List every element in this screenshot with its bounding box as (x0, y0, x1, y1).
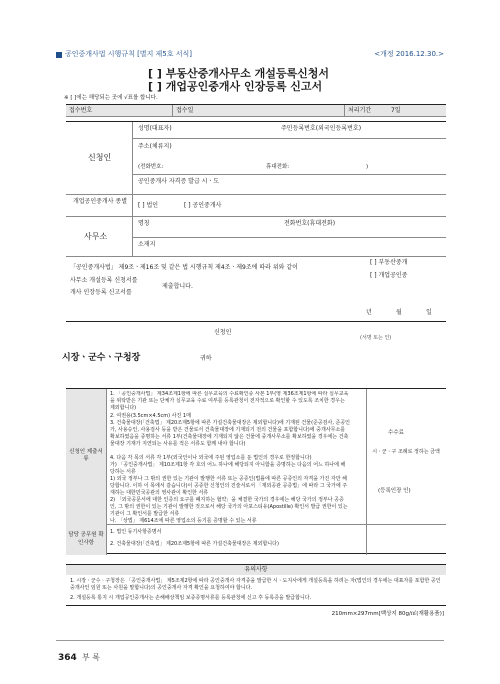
statement-line-1: 「공인중개사법」 제9조ㆍ제16조 및 같은 법 시행규칙 제4조ㆍ제9조에 따라 위와 같이 (70, 264, 298, 271)
official-check-label: 담당 공무원 확인사항 (68, 532, 104, 546)
document-item-4a2: 2) 「외국공문서에 대한 인증의 요구를 폐지하는 협약」을 체결한 국가의 경우에는 해당 국가의 정부나 공증인, 그 밖의 권한이 있는 기관이 발행한 것으로서 해당 국가의 아포스티유(Apostille) 확인서 발급 권한이 있는 기관이 그 확인서를 발급한 서류 (110, 497, 348, 517)
form-reference: 공인중개사법 시행규칙 [별지 제5호 서식] (65, 50, 193, 58)
signature-hint: (서명 또는 인) (360, 335, 392, 341)
license-issuer-label: 공인중개사 자격증 발급 시ㆍ도 (138, 178, 220, 185)
recipient: 시장ㆍ군수ㆍ구청장 (62, 353, 141, 363)
processing-period-label: 처리기간 (348, 107, 372, 114)
document-item-1: 1. 「공인중개사법」 제34조제1항에 따른 실무교육의 수료확인증 사본 1부(영 제36조제1항에 따라 실무교육을 위탁받은 기관 또는 단체가 실무교육 수료 여부를 등록관청이 전자적으로 확인할 수 있도록 조치한 경우는 제외합니다) (110, 391, 349, 411)
title-checkbox-2[interactable]: [ ] (148, 80, 162, 93)
official-item-2: 2. 건축물대장(「건축법」 제20조제5항에 따른 가설건축물대장은 제외합니다) (110, 541, 279, 547)
applicant-signature-label: 신청인 (214, 329, 232, 336)
statement-submit: 제출합니다. (162, 283, 193, 290)
notes-box (66, 564, 446, 606)
broker-type-corporation-checkbox[interactable]: [ ] (138, 202, 145, 209)
statement-option-1[interactable]: [ ] 부동산중개 (370, 259, 408, 266)
document-item-4: 4. 다음 각 목의 서류 각 1부(외국인이나 외국에 주된 영업소를 둔 법인의 경우로 한정합니다) (110, 455, 312, 461)
broker-type-corporation: 법인 (146, 202, 159, 209)
footer-rule (56, 640, 444, 641)
applicant-docs-row (66, 389, 446, 525)
receipt-row (66, 105, 446, 117)
document-item-4b: 나. 「상법」 제614조에 따른 영업소의 등기를 증명할 수 있는 서류 (110, 518, 257, 523)
revision-date: <개정 2016.12.30.> (374, 50, 444, 58)
check-note: ※ [ ]에는 해당되는 곳에 √표를 합니다. (64, 95, 158, 101)
mobile-label: 휴대전화: (266, 164, 290, 170)
official-item-1: 1. 법인 등기사항증명서 (110, 529, 162, 535)
statement-option-2[interactable]: [ ] 개업공인중 (370, 272, 408, 279)
office-phone-label: 전화번호(휴대전화) (284, 220, 336, 227)
note-item-1: 1. 시장ㆍ군수ㆍ구청장은 「공인중개사법」 제5조제2항에 따라 공인중개사 자격증을 발급한 시ㆍ도지사에게 개설등록을 하려는 자(법인의 경우에는 대표자를 포함한 공인중개사인 임원 또는 사원을 말합니다)의 공인중개사 자격 확인을 요청하여야 합니다. (70, 578, 441, 591)
document-item-2: 2. 여권용(3.5cm×4.5cm) 사진 1매 (110, 413, 191, 419)
footer-section: 부 록 (82, 653, 100, 662)
header-marker (56, 52, 62, 58)
broker-type-agent: 공인중개사 (192, 202, 222, 209)
office-section (66, 217, 446, 257)
documents-table (66, 388, 446, 554)
title-line-2: 개업공인중개사 인장등록 신고서 (165, 80, 323, 93)
mobile-close: ) (366, 164, 369, 170)
statement-line-2: 사무소 개설등록 신청서를 (70, 277, 138, 284)
fee-value: 시ㆍ군ㆍ구 조례로 정하는 금액 (372, 449, 440, 455)
paper-size: 210mm×297mm[백상지 80g/㎡(재활용품)] (331, 611, 444, 617)
official-check-row (66, 525, 446, 555)
document-item-4a1: 1) 외국 정부나 그 밖의 권한 있는 기관이 발행한 서류 또는 공증인(법률에 따른 공증인의 자격을 가진 자만 해당합니다. 이하 이 목에서 같습니다)이 공증한 신청인의 진술서로서 「재외공관 공증법」에 따라 그 국가에 주재하는 대한민국공관의 영사관이 확인한 서류 (110, 476, 348, 496)
document-item-4a: 가) 「공인중개사법」 제10조제1항 각 호의 어느 하나에 해당되지 아니함을 증명하는 다음의 어느 하나에 해당하는 서류 (110, 462, 346, 475)
broker-type-row (66, 195, 446, 217)
receipt-number-label: 접수번호 (69, 107, 93, 114)
applicant-section (66, 121, 446, 195)
office-name-label: 명칭 (138, 220, 150, 227)
processing-period-value: 7일 (391, 107, 401, 114)
broker-type-agent-checkbox[interactable]: [ ] (183, 202, 191, 209)
document-list (110, 391, 360, 523)
address-label: 주소(체류지) (138, 143, 172, 150)
broker-type-label: 개업공인중개사 종별 (72, 198, 128, 205)
title-line-1: 부동산중개사무소 개설등록신청서 (165, 67, 329, 80)
date-day: 일 (426, 309, 432, 316)
date-year: 년 (366, 309, 372, 316)
note-item-2: 2. 개설등록 통지 시 개업공인중개사는 손해배상책임 보증증명서류를 등록관청에 신고 후 등록증을 발급합니다. (70, 595, 312, 601)
applicant-label: 신청인 (88, 153, 112, 162)
statement-line-3: 개사 인장등록 신고서를 (70, 289, 132, 296)
office-label: 사무소 (84, 232, 108, 241)
title-checkbox-1[interactable]: [ ] (148, 67, 162, 80)
application-table (66, 104, 446, 322)
applicant-docs-label: 신청인 제출서류 (69, 449, 103, 462)
date-month: 월 (396, 309, 402, 316)
receipt-date-label: 접수일 (176, 107, 194, 114)
page-number: 364 (58, 653, 77, 663)
office-location-label: 소재지 (138, 241, 156, 248)
name-label: 성명(대표자) (138, 125, 172, 132)
phone-label: (전화번호: (138, 164, 164, 170)
recipient-honorific: 귀하 (200, 355, 212, 362)
notes-title: 유의사항 (66, 565, 446, 575)
stamp-label: (등록인장 인) (378, 488, 411, 494)
document-item-3: 3. 건축물대장(「건축법」 제20조제5항에 따른 가설건축물대장은 제외합니다)에 기재된 건물(준공검사, 준공인가, 사용승인, 사용검사 등을 받은 건물로서 건축물대장에 기재되기 전의 건물을 포함합니다)에 중개사무소를 확보하였음을 증명하는 서류 1부(건축물대장에 기재되지 않은 건물에 중개사무소를 확보하였을 경우에는 건축물대장 기재가 지연되는 사유를 적은 서류도 함께 내야 합니다) (110, 420, 351, 447)
fee-label: 수수료 (388, 430, 404, 436)
resident-number-label: 주민등록번호(외국인등록번호) (281, 125, 362, 132)
